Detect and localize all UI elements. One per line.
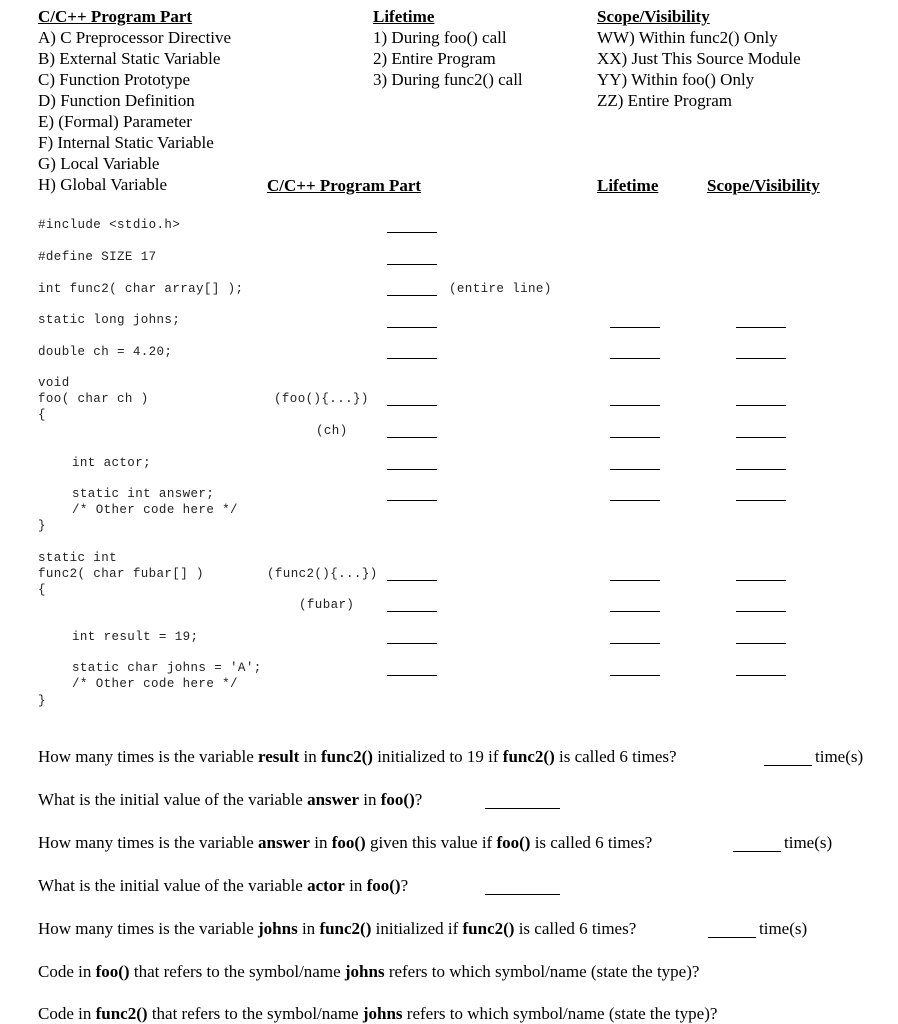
answer-blank-question-1[interactable] (764, 765, 812, 766)
question-2: What is the initial value of the variable answer in foo()? (38, 790, 423, 809)
answer-blank-program-part[interactable] (387, 500, 437, 501)
question-5: How many times is the variable johns in func2() initialized if func2() is called 6 times? (38, 919, 637, 938)
legend-item: ZZ) Entire Program (597, 91, 733, 110)
code-line: { (38, 408, 46, 422)
answer-blank-lifetime[interactable] (610, 643, 660, 644)
answer-blank-program-part[interactable] (387, 469, 437, 470)
legend-program-part-header: C/C++ Program Part (38, 7, 193, 26)
legend-item: XX) Just This Source Module (597, 49, 801, 68)
answer-blank-lifetime[interactable] (610, 580, 660, 581)
answer-blank-lifetime[interactable] (610, 469, 660, 470)
answer-blank-scope[interactable] (736, 437, 786, 438)
code-line: static long johns; (38, 313, 181, 327)
legend-item: H) Global Variable (38, 175, 168, 194)
answer-blank-program-part[interactable] (387, 437, 437, 438)
legend-item: G) Local Variable (38, 154, 160, 173)
legend-item: B) External Static Variable (38, 49, 221, 68)
answer-blank-program-part[interactable] (387, 405, 437, 406)
answer-blank-question-5[interactable] (708, 937, 756, 938)
answer-blank-question-3[interactable] (733, 851, 781, 852)
code-line: /* Other code here */ (72, 503, 238, 517)
answer-blank-scope[interactable] (736, 327, 786, 328)
legend-item: D) Function Definition (38, 91, 195, 110)
column-header-lifetime: Lifetime (597, 176, 659, 195)
question-6: Code in foo() that refers to the symbol/name johns refers to which symbol/name (state the type)? (38, 962, 700, 981)
question-3-suffix: time(s) (784, 833, 833, 852)
legend-lifetime-header: Lifetime (373, 7, 435, 26)
answer-blank-program-part[interactable] (387, 264, 437, 265)
question-5-suffix: time(s) (759, 919, 808, 938)
legend-item: E) (Formal) Parameter (38, 112, 192, 131)
answer-blank-scope[interactable] (736, 500, 786, 501)
answer-blank-lifetime[interactable] (610, 611, 660, 612)
annotation-func2-definition: (func2(){...}) (267, 567, 378, 581)
answer-blank-lifetime[interactable] (610, 358, 660, 359)
answer-blank-program-part[interactable] (387, 580, 437, 581)
question-1-suffix: time(s) (815, 747, 864, 766)
question-3: How many times is the variable answer in foo() given this value if foo() is called 6 times? (38, 833, 653, 852)
answer-blank-program-part[interactable] (387, 643, 437, 644)
code-line: } (38, 694, 46, 708)
question-1: How many times is the variable result in func2() initialized to 19 if func2() is called 6 times? (38, 747, 677, 766)
column-header-scope: Scope/Visibility (707, 176, 820, 195)
legend-item: 3) During func2() call (373, 70, 523, 89)
answer-blank-scope[interactable] (736, 405, 786, 406)
legend-item: WW) Within func2() Only (597, 28, 778, 47)
legend-item: A) C Preprocessor Directive (38, 28, 232, 47)
annotation-entire-line: (entire line) (449, 282, 552, 296)
answer-blank-lifetime[interactable] (610, 437, 660, 438)
annotation-foo-definition: (foo(){...}) (274, 392, 369, 406)
code-line: static int (38, 551, 118, 565)
legend-item: C) Function Prototype (38, 70, 191, 89)
answer-blank-scope[interactable] (736, 611, 786, 612)
code-line: void (38, 376, 70, 390)
code-line: double ch = 4.20; (38, 345, 173, 359)
code-line: { (38, 583, 46, 597)
legend-item: 2) Entire Program (373, 49, 496, 68)
code-line: foo( char ch ) (38, 392, 149, 406)
answer-blank-scope[interactable] (736, 358, 786, 359)
code-line: static int answer; (72, 487, 215, 501)
code-line: int func2( char array[] ); (38, 282, 244, 296)
code-line: int result = 19; (72, 630, 199, 644)
answer-blank-scope[interactable] (736, 580, 786, 581)
legend-scope-header: Scope/Visibility (597, 7, 710, 26)
question-7: Code in func2() that refers to the symbol/name johns refers to which symbol/name (state the type)? (38, 1004, 718, 1023)
legend-lifetime (373, 6, 523, 90)
code-line: #include <stdio.h> (38, 218, 181, 232)
answer-blank-lifetime[interactable] (610, 500, 660, 501)
legend-item: 1) During foo() call (373, 28, 507, 47)
answer-blank-program-part[interactable] (387, 232, 437, 233)
question-4: What is the initial value of the variable actor in foo()? (38, 876, 409, 895)
answer-blank-lifetime[interactable] (610, 327, 660, 328)
legend-item: F) Internal Static Variable (38, 133, 214, 152)
legend-scope (597, 6, 801, 111)
code-line: } (38, 519, 46, 533)
answer-blank-program-part[interactable] (387, 675, 437, 676)
answer-blank-scope[interactable] (736, 643, 786, 644)
code-line: int actor; (72, 456, 152, 470)
code-line: func2( char fubar[] ) (38, 567, 204, 581)
annotation-fubar-parameter: (fubar) (299, 598, 355, 612)
answer-blank-program-part[interactable] (387, 611, 437, 612)
answer-blank-scope[interactable] (736, 675, 786, 676)
code-line: static char johns = 'A'; (72, 661, 262, 675)
code-line: /* Other code here */ (72, 677, 238, 691)
legend-item: YY) Within foo() Only (597, 70, 755, 89)
legend-program-part (38, 6, 231, 195)
answer-blank-lifetime[interactable] (610, 405, 660, 406)
answer-blank-scope[interactable] (736, 469, 786, 470)
answer-blank-question-2[interactable] (485, 808, 560, 809)
answer-blank-program-part[interactable] (387, 295, 437, 296)
answer-blank-program-part[interactable] (387, 358, 437, 359)
annotation-ch-parameter: (ch) (316, 424, 348, 438)
code-line: #define SIZE 17 (38, 250, 157, 264)
column-header-program-part: C/C++ Program Part (267, 176, 422, 195)
answer-blank-lifetime[interactable] (610, 675, 660, 676)
answer-blank-program-part[interactable] (387, 327, 437, 328)
answer-blank-question-4[interactable] (485, 894, 560, 895)
